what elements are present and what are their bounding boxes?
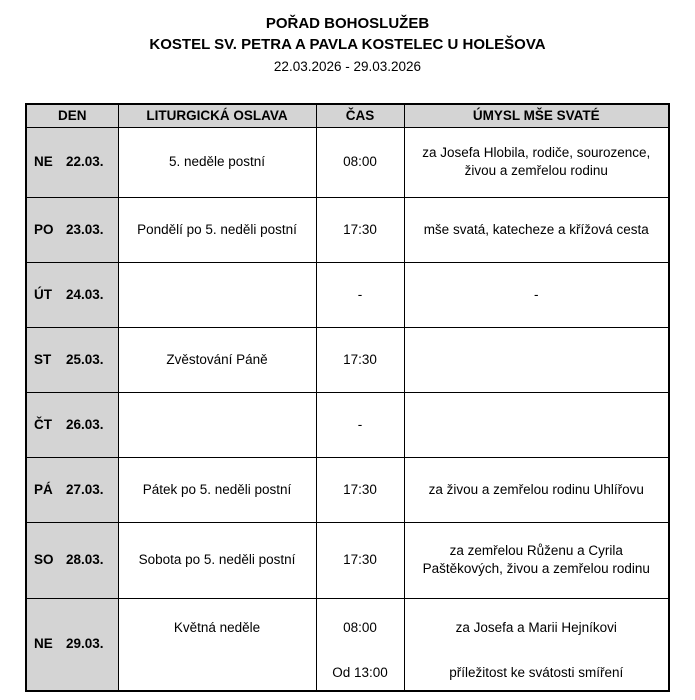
time-cell: 17:30	[316, 457, 404, 522]
day-date: 26.03.	[66, 416, 104, 432]
column-header-intention: ÚMYSL MŠE SVATÉ	[404, 104, 669, 127]
day-date: 28.03.	[66, 552, 104, 567]
day-cell	[26, 457, 118, 522]
intention-cell: za živou a zemřelou rodinu Uhlířovu	[404, 457, 669, 522]
intention-cell: mše svatá, katecheze a křížová cesta	[404, 197, 669, 262]
time-stack	[317, 599, 404, 689]
date-range: 22.03.2026 - 29.03.2026	[273, 59, 422, 74]
intention-cell: -	[404, 262, 669, 327]
celebration-cell	[118, 598, 316, 691]
celebration-cell: Sobota po 5. neděli postní	[118, 522, 316, 598]
day-abbrev: NE	[34, 636, 53, 652]
intention-cell	[404, 598, 669, 691]
day-abbrev: ST	[34, 351, 52, 367]
day-abbrev: ČT	[34, 416, 52, 432]
table-row	[26, 457, 669, 522]
column-header-den: DEN	[26, 104, 118, 127]
time-cell: -	[316, 262, 404, 327]
time-cell	[316, 598, 404, 691]
celebration-cell: Zvěstování Páně	[118, 327, 316, 392]
time-cell: 08:00	[316, 127, 404, 197]
celebration-text: Květná neděle	[173, 619, 261, 635]
intention-cell: za zemřelou Růženu a Cyrila Paštěkových, živou a zemřelou rodinu	[404, 522, 669, 598]
celebration-cell: 5. neděle postní	[118, 127, 316, 197]
day-date: 27.03.	[66, 481, 104, 497]
time-first: 08:00	[343, 619, 377, 635]
celebration-text-second	[119, 656, 316, 689]
celebration-cell	[118, 262, 316, 327]
day-date: 23.03.	[66, 221, 104, 237]
table-row	[26, 262, 669, 327]
table-row	[26, 197, 669, 262]
intention-cell: za Josefa Hlobila, rodiče, sourozence, živou a zemřelou rodinu	[404, 127, 669, 197]
day-cell	[26, 598, 118, 691]
column-header-time: ČAS	[316, 104, 404, 127]
page-subtitle: KOSTEL SV. PETRA A PAVLA KOSTELEC U HOLEŠOVA	[149, 36, 546, 53]
day-abbrev: NE	[34, 154, 53, 169]
day-cell	[26, 197, 118, 262]
day-cell	[26, 522, 118, 598]
day-cell	[26, 262, 118, 327]
time-cell: 17:30	[316, 197, 404, 262]
table-row	[26, 127, 669, 197]
table-row	[26, 598, 669, 691]
celebration-cell: Pondělí po 5. neděli postní	[118, 197, 316, 262]
day-cell	[26, 127, 118, 197]
celebration-stack	[119, 599, 316, 689]
celebration-cell: Pátek po 5. neděli postní	[118, 457, 316, 522]
day-abbrev: PO	[34, 221, 54, 237]
celebration-cell	[118, 392, 316, 457]
day-abbrev: PÁ	[34, 481, 53, 497]
day-cell	[26, 327, 118, 392]
day-cell	[26, 392, 118, 457]
day-abbrev: ÚT	[34, 286, 52, 302]
time-cell: -	[316, 392, 404, 457]
day-abbrev: SO	[34, 552, 54, 567]
intention-cell	[404, 327, 669, 392]
time-cell: 17:30	[316, 327, 404, 392]
day-date: 25.03.	[66, 351, 104, 367]
table-row	[26, 392, 669, 457]
day-date: 24.03.	[66, 286, 104, 302]
intention-stack	[405, 599, 669, 689]
intention-second: příležitost ke svátosti smíření	[449, 664, 624, 680]
table-header-row	[26, 104, 669, 127]
schedule-table	[25, 103, 670, 692]
column-header-celebration: LITURGICKÁ OSLAVA	[118, 104, 316, 127]
intention-first: za Josefa a Marii Hejníkovi	[455, 619, 617, 635]
intention-cell	[404, 392, 669, 457]
day-date: 29.03.	[66, 636, 104, 652]
time-second: Od 13:00	[332, 664, 388, 680]
table-row	[26, 522, 669, 598]
table-row	[26, 327, 669, 392]
page-title: POŘAD BOHOSLUŽEB	[265, 15, 430, 32]
time-cell: 17:30	[316, 522, 404, 598]
day-date: 22.03.	[66, 154, 104, 169]
